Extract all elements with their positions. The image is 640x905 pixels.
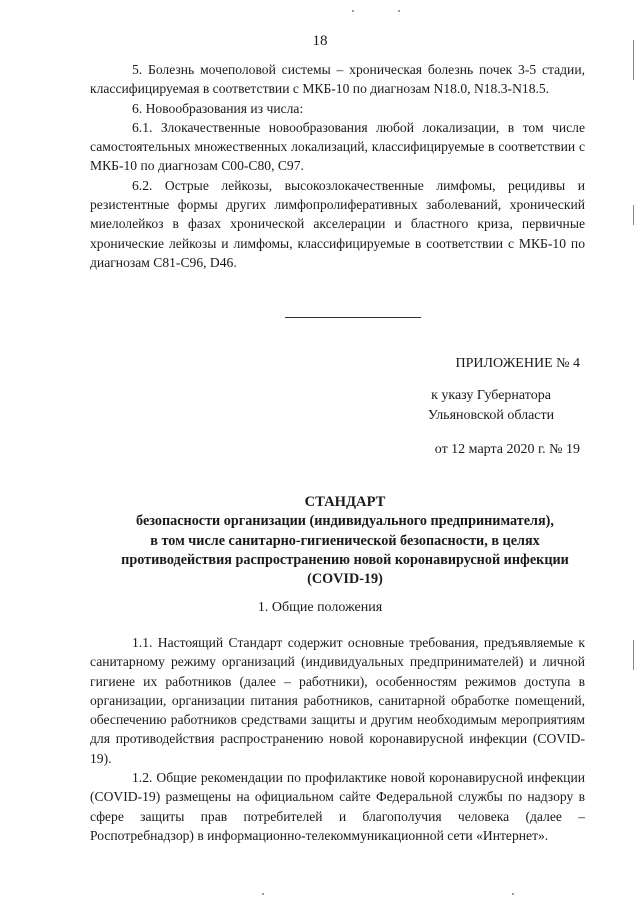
list-item-6-1: 6.1. Злокачественные новообразования любой локализации, в том числе самостоятельных множественных локализаций, классифицируемые в соответствии с МКБ-10 по диагнозам C00-C80, C97. <box>90 119 585 174</box>
separator-line <box>285 317 421 318</box>
standard-line-2: в том числе санитарно-гигиенической безопасности, в целях <box>150 532 540 549</box>
standard-line-3: противодействия распространению новой коронавирусной инфекции <box>121 551 569 568</box>
standard-title <box>90 493 600 589</box>
section-1-body <box>90 633 585 845</box>
section-title: 1. Общие положения <box>257 600 383 615</box>
list-item-6: 6. Новообразования из числа: <box>132 100 304 116</box>
scan-edge-mark <box>633 205 634 225</box>
scan-speck <box>262 893 264 895</box>
appendix-title: ПРИЛОЖЕНИЕ № 4 <box>455 356 580 371</box>
scan-speck <box>352 10 354 12</box>
scan-speck <box>512 893 514 895</box>
paragraph-1-2: 1.2. Общие рекомендации по профилактике новой коронавирусной инфекции (COVID-19) размещены на официальном сайте Федеральной службы по надзору в сфере защиты прав потребителей и благополучия человека (далее – Роспотребнадзор) в информационно-телекоммуникационной сети «Интернет». <box>90 770 585 843</box>
scan-edge-mark <box>633 40 634 80</box>
page-number: 18 <box>312 33 328 49</box>
appendix-line-1: к указу Губернатора <box>431 388 551 403</box>
standard-heading: СТАНДАРТ <box>304 494 386 510</box>
appendix-date: от 12 марта 2020 г. № 19 <box>434 442 580 457</box>
standard-line-1: безопасности организации (индивидуального предпринимателя), <box>136 513 554 530</box>
appendix-line-2: Ульяновской области <box>427 408 555 423</box>
scan-edge-mark <box>633 640 634 670</box>
standard-line-4: (COVID-19) <box>307 571 383 588</box>
list-item-5: 5. Болезнь мочеполовой системы – хроническая болезнь почек 3-5 стадии, классифицируемая в соответствии с МКБ-10 по диагнозам N18.0, N18.3-N18.5. <box>90 62 585 97</box>
top-list <box>90 60 585 272</box>
scan-speck <box>398 10 400 12</box>
list-item-6-2: 6.2. Острые лейкозы, высокозлокачественные лимфомы, рецидивы и резистентные формы других лимфопролиферативных заболеваний, хронический миелолейкоз в фазах хронической акселерации и бластного криза, первичные хронические лейкозы и лимфомы, классифицируемые в соответствии с МКБ-10 по диагнозам C81-C96, D46. <box>90 177 585 270</box>
paragraph-1-1: 1.1. Настоящий Стандарт содержит основные требования, предъявляемые к санитарному режиму организаций (индивидуальных предпринимателей) и личной гигиене их работников (далее – работники), особенностям режимов доступа в организации, организации питания работников, санитарной обработке помещений, обеспечению работников средствами защиты и другим необходимым мероприятиям для противодействия распространению новой коронавирусной инфекции (COVID-19). <box>90 635 585 766</box>
